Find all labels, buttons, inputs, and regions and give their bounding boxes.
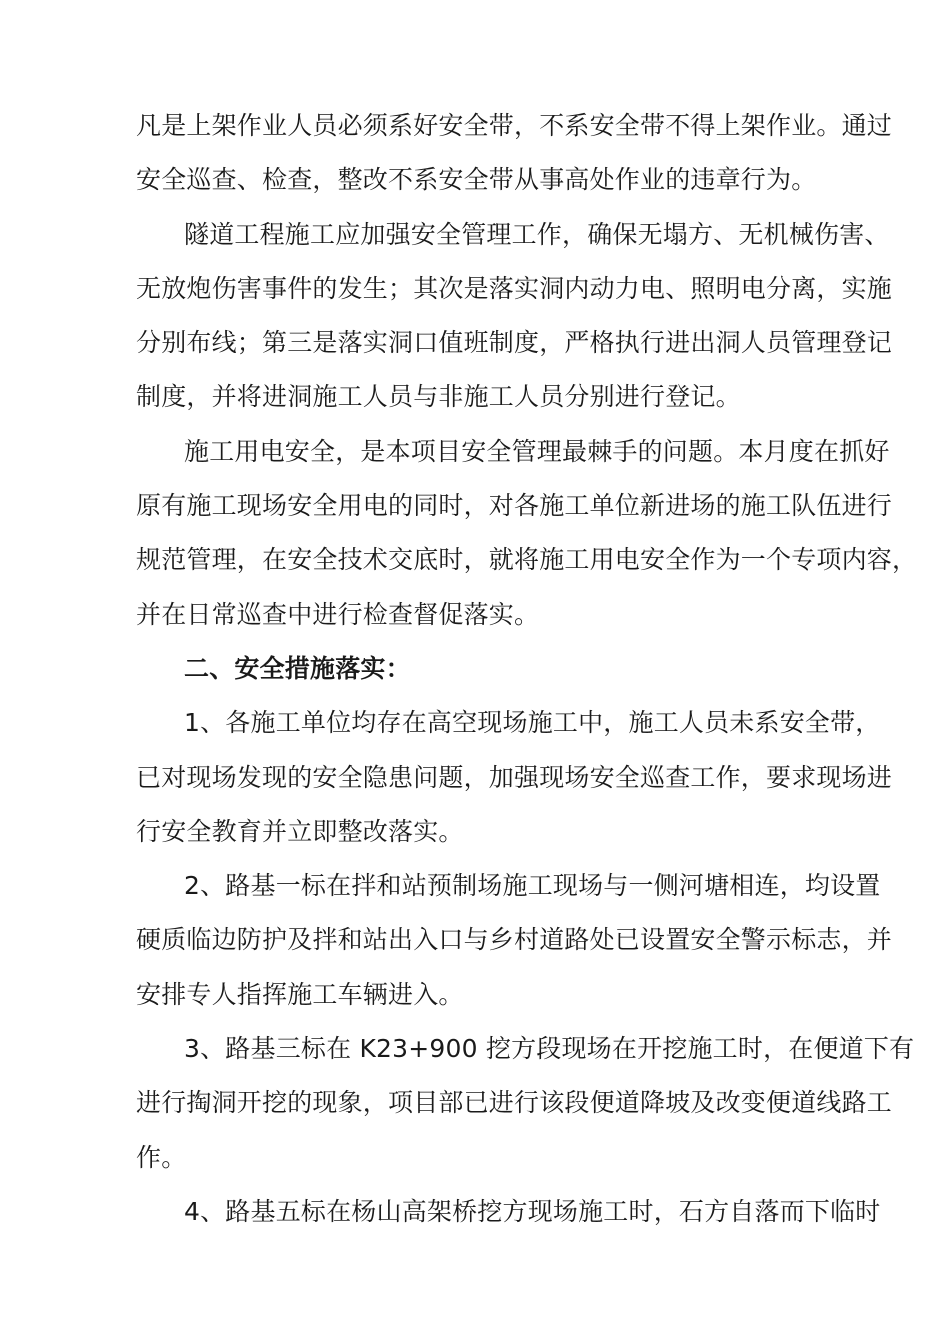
text-line: 并在日常巡查中进行检查督促落实。 — [136, 599, 540, 629]
text-line: 无放炮伤害事件的发生；其次是落实洞内动力电、照明电分离，实施 — [136, 273, 893, 303]
text-line: 已对现场发现的安全隐患问题，加强现场安全巡查工作，要求现场进 — [136, 762, 893, 792]
text-line: 行安全教育并立即整改落实。 — [136, 816, 464, 846]
section-heading: 二、安全措施落实： — [184, 653, 411, 683]
text-line: 1、各施工单位均存在高空现场施工中，施工人员未系安全带， — [184, 708, 881, 738]
text-line: 3、路基三标在 K23+900 挖方段现场在开挖施工时，在便道下有 — [184, 1034, 915, 1064]
text-line: 进行掏洞开挖的现象，项目部已进行该段便道降坡及改变便道线路工 — [136, 1088, 893, 1118]
text-line: 规范管理，在安全技术交底时，就将施工用电安全作为一个专项内容， — [136, 545, 918, 575]
text-line: 制度，并将进洞施工人员与非施工人员分别进行登记。 — [136, 382, 741, 412]
text-line: 作。 — [136, 1142, 187, 1172]
text-line: 施工用电安全，是本项目安全管理最棘手的问题。本月度在抓好 — [184, 436, 890, 466]
text-line: 原有施工现场安全用电的同时，对各施工单位新进场的施工队伍进行 — [136, 491, 893, 521]
text-line: 安排专人指挥施工车辆进入。 — [136, 979, 464, 1009]
text-line: 硬质临边防护及拌和站出入口与乡村道路处已设置安全警示标志，并 — [136, 925, 893, 955]
text-line: 4、路基五标在杨山高架桥挖方现场施工时，石方自落而下临时 — [184, 1196, 881, 1226]
document-body — [136, 99, 918, 1239]
text-line: 分别布线；第三是落实洞口值班制度，严格执行进出洞人员管理登记 — [136, 328, 893, 358]
text-line: 凡是上架作业人员必须系好安全带，不系安全带不得上架作业。通过 — [136, 111, 893, 140]
text-line: 2、路基一标在拌和站预制场施工现场与一侧河塘相连，均设置 — [184, 871, 881, 901]
text-line: 安全巡查、检查，整改不系安全带从事高处作业的违章行为。 — [136, 165, 817, 195]
text-line: 隧道工程施工应加强安全管理工作，确保无塌方、无机械伤害、 — [184, 219, 890, 249]
